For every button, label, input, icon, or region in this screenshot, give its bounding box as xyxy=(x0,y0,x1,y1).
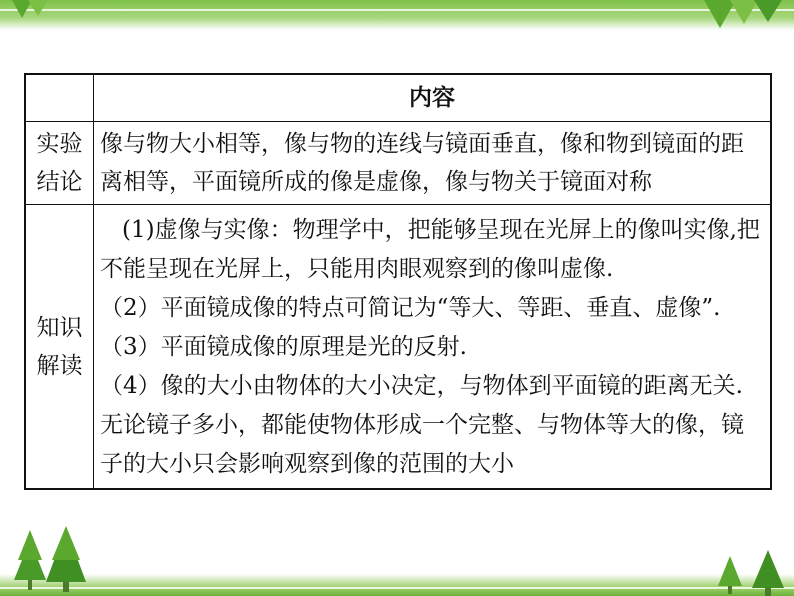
top-right-leaf-icon xyxy=(684,0,794,34)
header-content-label: 内容 xyxy=(409,84,455,111)
row-label-knowledge-reading: 知识 解读 xyxy=(26,205,94,488)
top-decoration-bar xyxy=(0,0,794,30)
paragraph-1: (1)虚像与实像：物理学中，把能够呈现在光屏上的像叫实像,把不能呈现在光屏上，只能用肉眼观察到的像叫虚像. xyxy=(100,217,760,282)
table-row-experiment-conclusion xyxy=(26,122,770,205)
header-left-cell xyxy=(26,75,94,121)
table-header-row xyxy=(26,75,770,122)
bottom-decoration-bar xyxy=(0,574,794,596)
content-table xyxy=(24,73,772,490)
paragraph-3: （3）平面镜成像的原理是光的反射. xyxy=(100,334,467,360)
paragraph-4: （4）像的大小由物体的大小决定，与物体到平面镜的距离无关.无论镜子多小，都能使物体形成一个完整、与物体等大的像，镜子的大小只会影响观察到像的范围的大小 xyxy=(100,373,744,477)
row-label-experiment-conclusion: 实验 结论 xyxy=(26,122,94,204)
bottom-left-tree-icon xyxy=(10,526,100,596)
table-row-knowledge-reading xyxy=(26,205,770,488)
paragraph-2: （2）平面镜成像的特点可简记为“等大、等距、垂直、虚像”. xyxy=(100,295,721,321)
row-text-experiment-conclusion: 像与物大小相等，像与物的连线与镜面垂直，像和物到镜面的距离相等，平面镜所成的像是虚像，像与物关于镜面对称 xyxy=(100,131,744,195)
bottom-right-tree-icon xyxy=(712,550,792,596)
top-left-leaf-icon xyxy=(0,0,70,30)
row-text-knowledge-reading xyxy=(94,205,770,488)
